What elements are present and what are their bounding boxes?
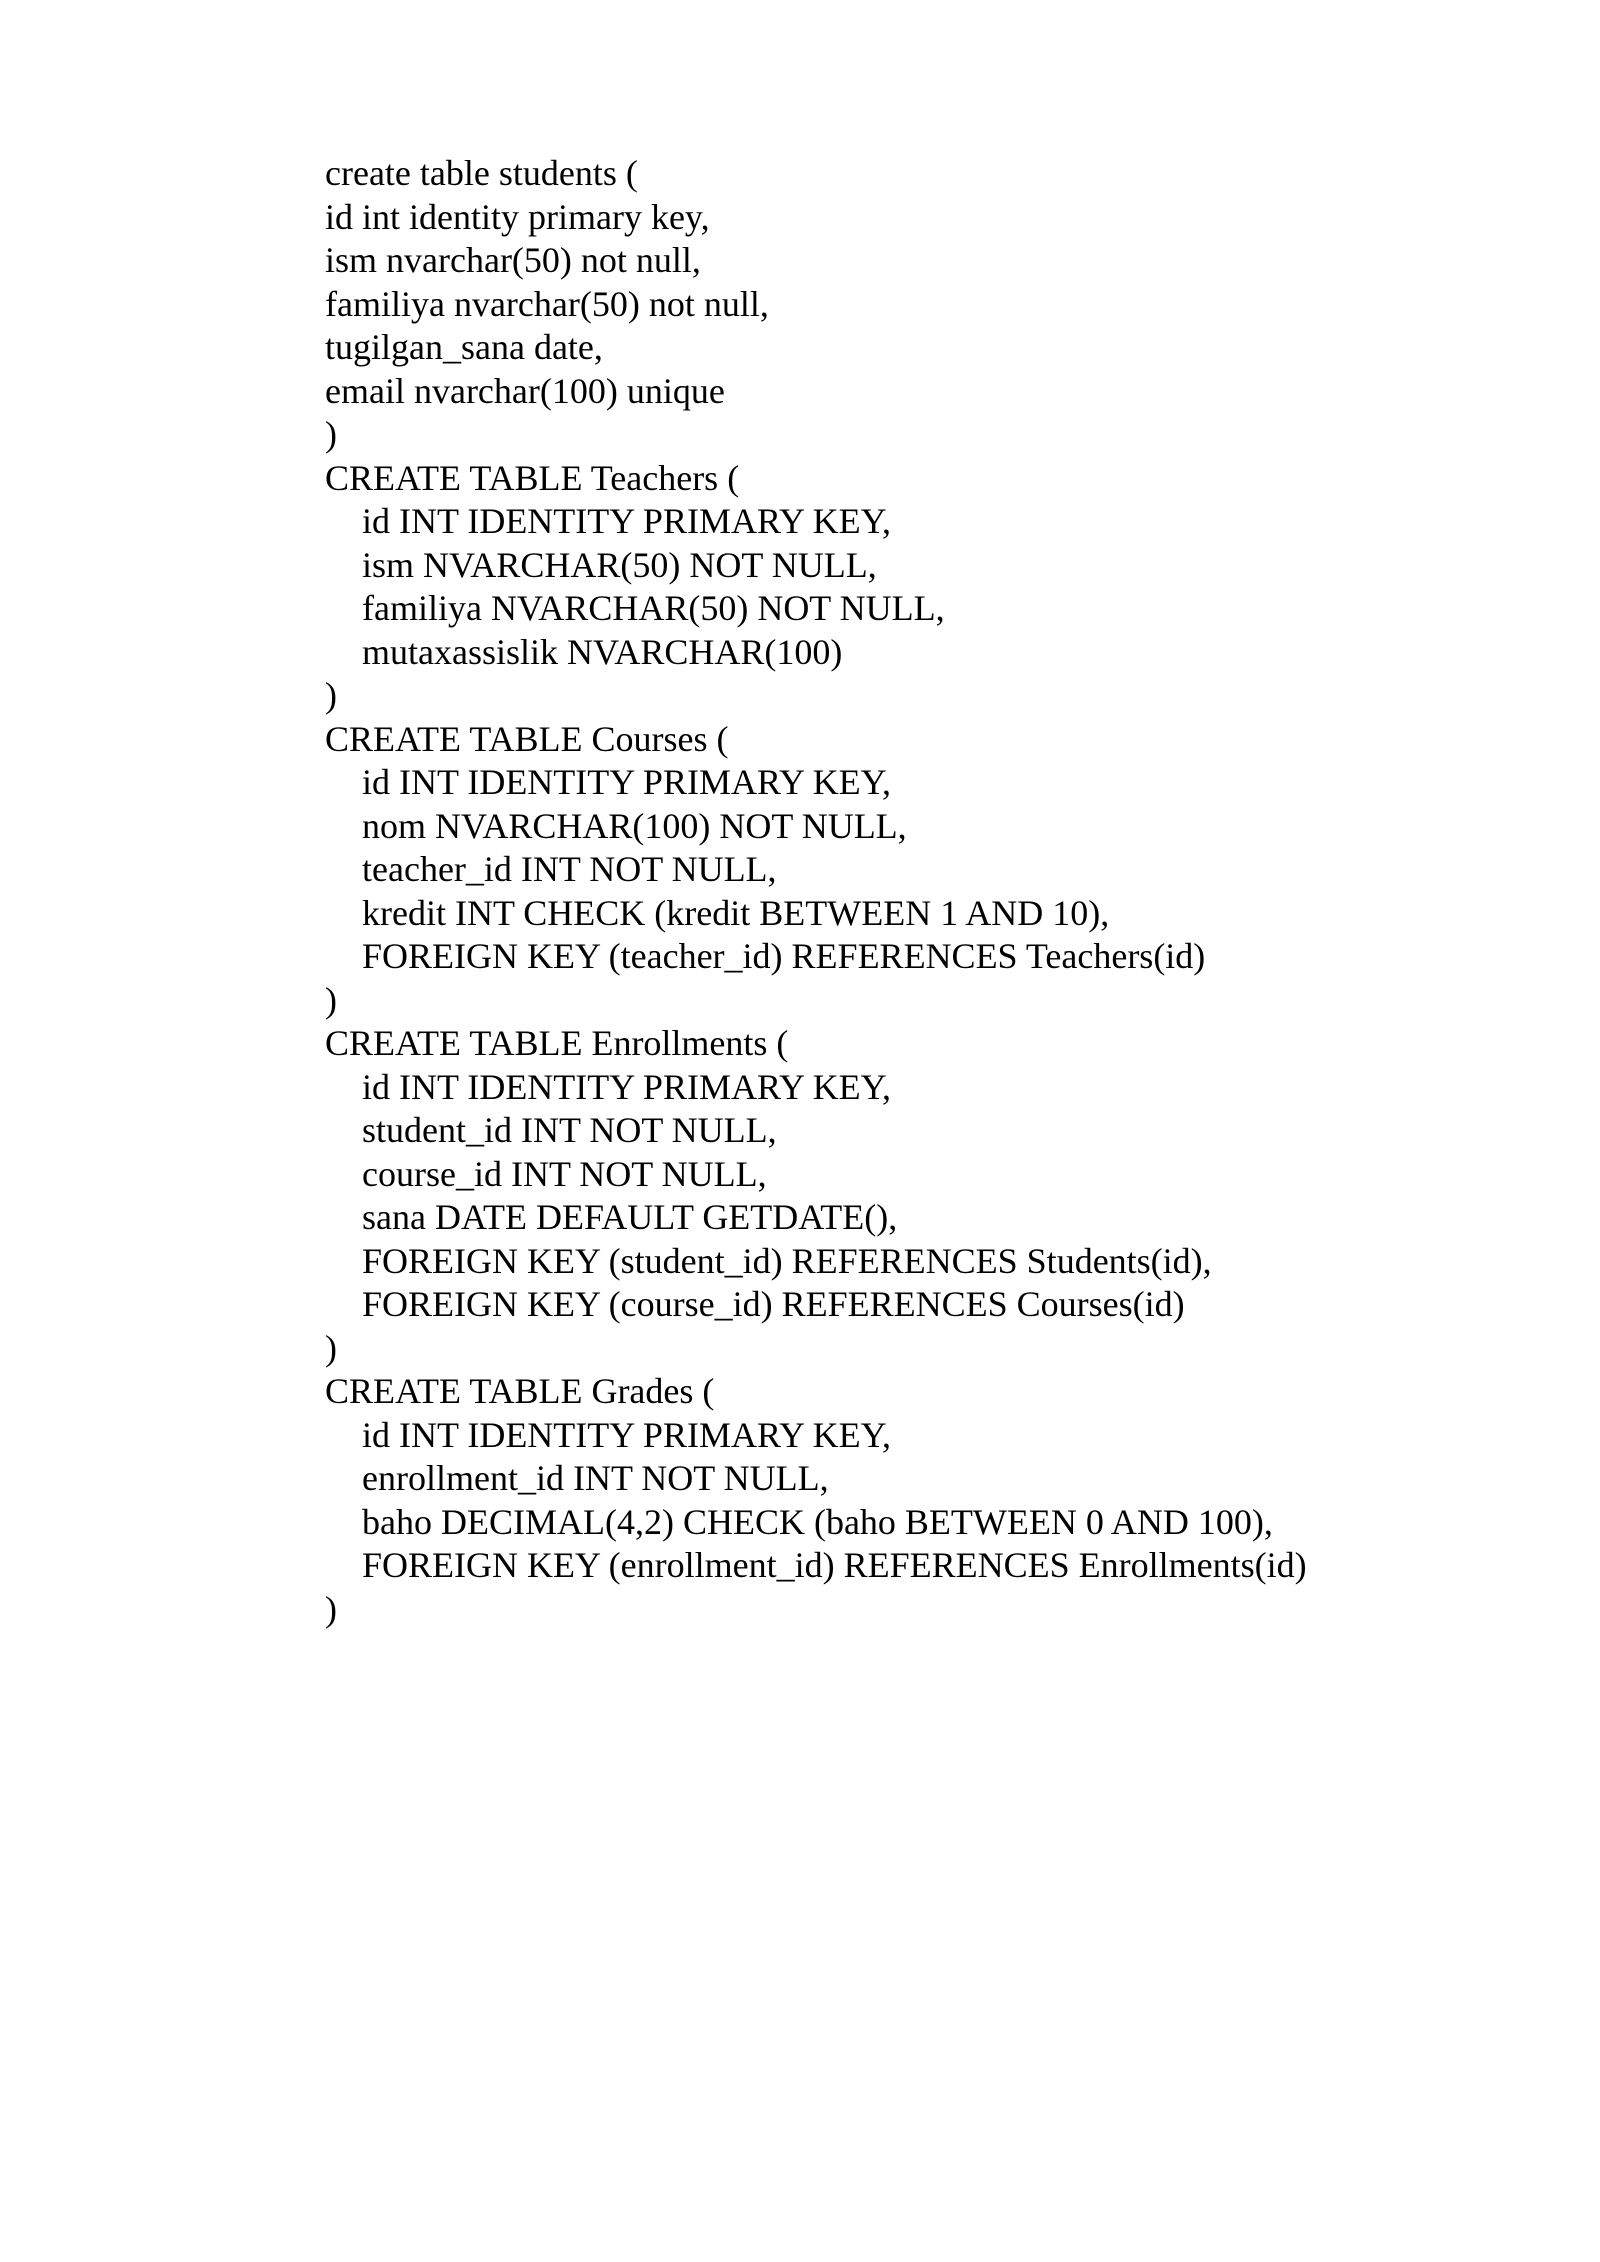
code-line: CREATE TABLE Enrollments ( <box>325 1023 789 1063</box>
code-line: course_id INT NOT NULL, <box>362 1153 767 1194</box>
code-line: student_id INT NOT NULL, <box>362 1110 777 1150</box>
code-line: id INT IDENTITY PRIMARY KEY, <box>362 1066 891 1107</box>
code-line: CREATE TABLE Teachers ( <box>325 457 740 498</box>
code-line: kredit INT CHECK (kredit BETWEEN 1 AND 10), <box>362 892 1110 933</box>
code-line: baho DECIMAL(4,2) CHECK (baho BETWEEN 0 AND 100), <box>362 1501 1273 1542</box>
code-line: sana DATE DEFAULT GETDATE(), <box>362 1197 898 1237</box>
code-line: id int identity primary key, <box>325 196 710 237</box>
code-line: tugilgan_sana date, <box>325 327 603 367</box>
code-line: id INT IDENTITY PRIMARY KEY, <box>362 762 891 802</box>
code-line: familiya NVARCHAR(50) NOT NULL, <box>362 588 945 628</box>
code-line: nom NVARCHAR(100) NOT NULL, <box>362 805 907 846</box>
code-line: CREATE TABLE Courses ( <box>325 718 729 759</box>
code-line: familiya nvarchar(50) not null, <box>325 283 769 324</box>
code-line: mutaxassislik NVARCHAR(100) <box>362 631 843 672</box>
code-line: ism NVARCHAR(50) NOT NULL, <box>362 544 877 585</box>
code-line: id INT IDENTITY PRIMARY KEY, <box>362 501 891 541</box>
code-line: ) <box>325 414 337 454</box>
code-line: id INT IDENTITY PRIMARY KEY, <box>362 1414 891 1455</box>
code-line: FOREIGN KEY (teacher_id) REFERENCES Teachers(id) <box>362 936 1206 976</box>
code-line: ) <box>325 1588 337 1629</box>
code-line: ) <box>325 1327 337 1368</box>
sql-code-block <box>325 152 1475 1631</box>
code-line: enrollment_id INT NOT NULL, <box>362 1458 829 1498</box>
code-line: CREATE TABLE Grades ( <box>325 1371 715 1411</box>
code-line: create table students ( <box>325 153 638 193</box>
code-line: email nvarchar(100) unique <box>325 370 725 411</box>
code-line: ) <box>325 675 337 715</box>
code-line: FOREIGN KEY (course_id) REFERENCES Courses(id) <box>362 1284 1185 1324</box>
code-line: FOREIGN KEY (student_id) REFERENCES Students(id), <box>362 1240 1212 1281</box>
code-line: ) <box>325 979 337 1020</box>
code-line: FOREIGN KEY (enrollment_id) REFERENCES Enrollments(id) <box>362 1545 1307 1585</box>
code-line: ism nvarchar(50) not null, <box>325 240 701 280</box>
code-line: teacher_id INT NOT NULL, <box>362 849 777 889</box>
